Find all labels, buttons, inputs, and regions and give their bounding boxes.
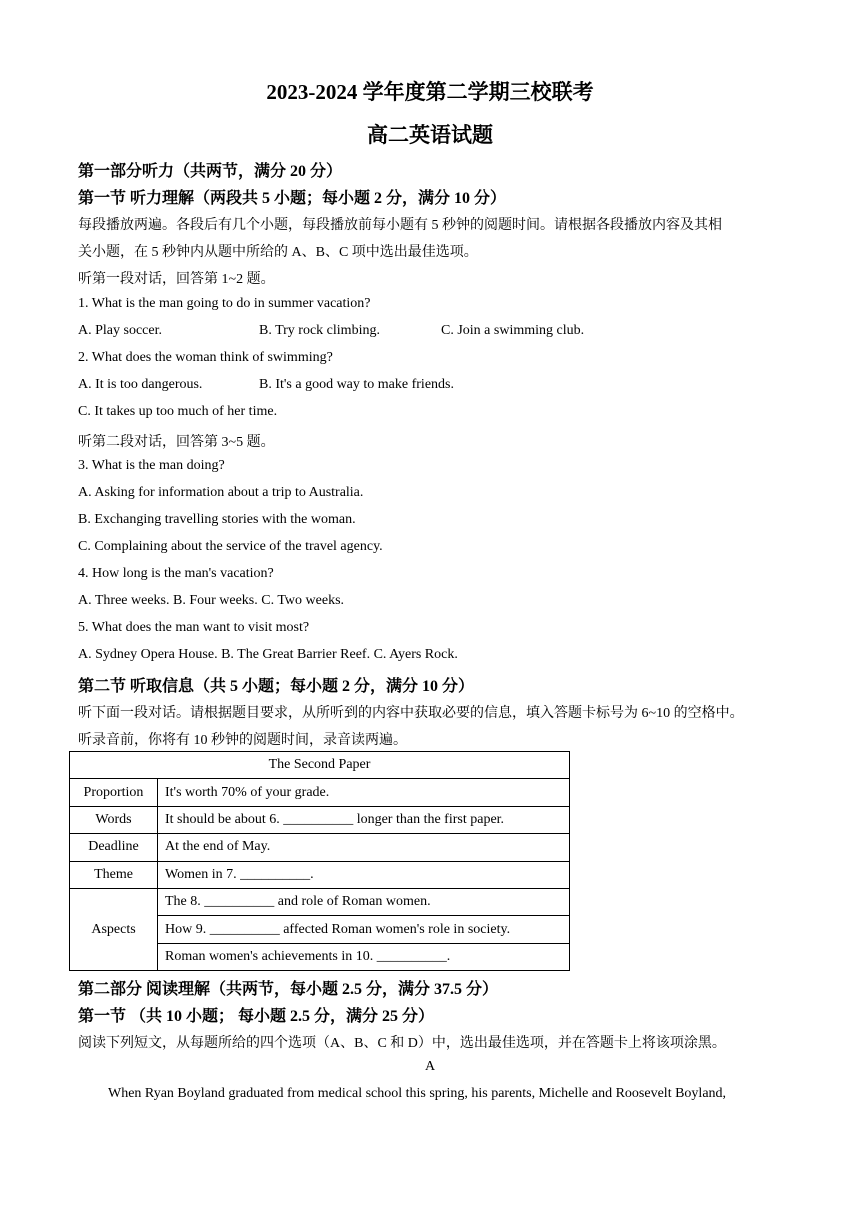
table-row bbox=[70, 752, 570, 779]
dialogue1-intro: 听第一段对话，回答第 1~2 题。 bbox=[78, 272, 275, 287]
table-row bbox=[70, 861, 570, 888]
part2-heading: 第二部分 阅读理解（共两节，每小题 2.5 分，满分 37.5 分） bbox=[78, 981, 499, 998]
exam-title: 2023-2024 学年度第二学期三校联考 bbox=[266, 80, 594, 104]
question-2-option-c: C. It takes up too much of her time. bbox=[78, 404, 278, 419]
table-label: Proportion bbox=[70, 779, 158, 806]
question-1: 1. What is the man going to do in summer vacation? bbox=[78, 296, 371, 311]
question-1-option-c: C. Join a swimming club. bbox=[441, 323, 585, 338]
table-label-aspects: Aspects bbox=[70, 888, 158, 970]
table-row bbox=[70, 779, 570, 806]
passage-first-line: When Ryan Boyland graduated from medical school this spring, his parents, Michelle and Roosevelt Boyland, bbox=[108, 1086, 727, 1101]
question-1-option-b: B. Try rock climbing. bbox=[259, 323, 380, 338]
question-5-options: A. Sydney Opera House. B. The Great Barrier Reef. C. Ayers Rock. bbox=[78, 647, 458, 662]
question-3-option-a: A. Asking for information about a trip to Australia. bbox=[78, 485, 364, 500]
question-5: 5. What does the man want to visit most? bbox=[78, 620, 310, 635]
table-row bbox=[70, 806, 570, 833]
question-4-options: A. Three weeks. B. Four weeks. C. Two weeks. bbox=[78, 593, 345, 608]
table-value: How 9. __________ affected Roman women's role in society. bbox=[158, 916, 570, 943]
table-value: Roman women's achievements in 10. __________. bbox=[158, 943, 570, 970]
table-title: The Second Paper bbox=[70, 752, 570, 779]
section2-instruction-line2: 听录音前，你将有 10 秒钟的阅题时间，录音读两遍。 bbox=[78, 733, 407, 748]
question-3-option-b: B. Exchanging travelling stories with the woman. bbox=[78, 512, 356, 527]
section1-instruction-line2: 关小题，在 5 秒钟内从题中所给的 A、B、C 项中选出最佳选项。 bbox=[78, 245, 478, 260]
reading-instructions: 阅读下列短文，从每题所给的四个选项（A、B、C 和 D）中，选出最佳选项，并在答题卡上将该项涂黑。 bbox=[78, 1036, 726, 1051]
table-row bbox=[70, 834, 570, 861]
section2-heading: 第二节 听取信息（共 5 小题；每小题 2 分，满分 10 分） bbox=[78, 678, 475, 695]
section1-instruction-line1: 每段播放两遍。各段后有几个小题，每段播放前每小题有 5 秒钟的阅题时间。请根据各段播放内容及其相 bbox=[78, 218, 722, 233]
exam-subtitle: 高二英语试题 bbox=[367, 123, 493, 147]
table-label: Theme bbox=[70, 861, 158, 888]
dialogue2-intro: 听第二段对话，回答第 3~5 题。 bbox=[78, 435, 275, 450]
reading-section1-heading: 第一节 （共 10 小题； 每小题 2.5 分，满分 25 分） bbox=[78, 1008, 435, 1025]
passage-label: A bbox=[424, 1059, 436, 1074]
question-3-option-c: C. Complaining about the service of the travel agency. bbox=[78, 539, 383, 554]
table-label: Deadline bbox=[70, 834, 158, 861]
table-value: Women in 7. __________. bbox=[158, 861, 570, 888]
question-1-option-a: A. Play soccer. bbox=[78, 323, 162, 338]
section1-heading: 第一节 听力理解（两段共 5 小题；每小题 2 分，满分 10 分） bbox=[78, 190, 507, 207]
table-value: At the end of May. bbox=[158, 834, 570, 861]
table-label: Words bbox=[70, 806, 158, 833]
table-value: It should be about 6. __________ longer than the first paper. bbox=[158, 806, 570, 833]
table-row bbox=[70, 888, 570, 915]
question-3: 3. What is the man doing? bbox=[78, 458, 225, 473]
question-2: 2. What does the woman think of swimming? bbox=[78, 350, 333, 365]
question-4: 4. How long is the man's vacation? bbox=[78, 566, 274, 581]
table-value: It's worth 70% of your grade. bbox=[158, 779, 570, 806]
table-value: The 8. __________ and role of Roman women. bbox=[158, 888, 570, 915]
section2-instruction-line1: 听下面一段对话。请根据题目要求，从所听到的内容中获取必要的信息，填入答题卡标号为 6~10 的空格中。 bbox=[78, 706, 744, 721]
info-table bbox=[69, 751, 570, 971]
part1-heading: 第一部分听力（共两节，满分 20 分） bbox=[78, 163, 343, 180]
question-2-option-a: A. It is too dangerous. bbox=[78, 377, 203, 392]
question-2-option-b: B. It's a good way to make friends. bbox=[259, 377, 454, 392]
